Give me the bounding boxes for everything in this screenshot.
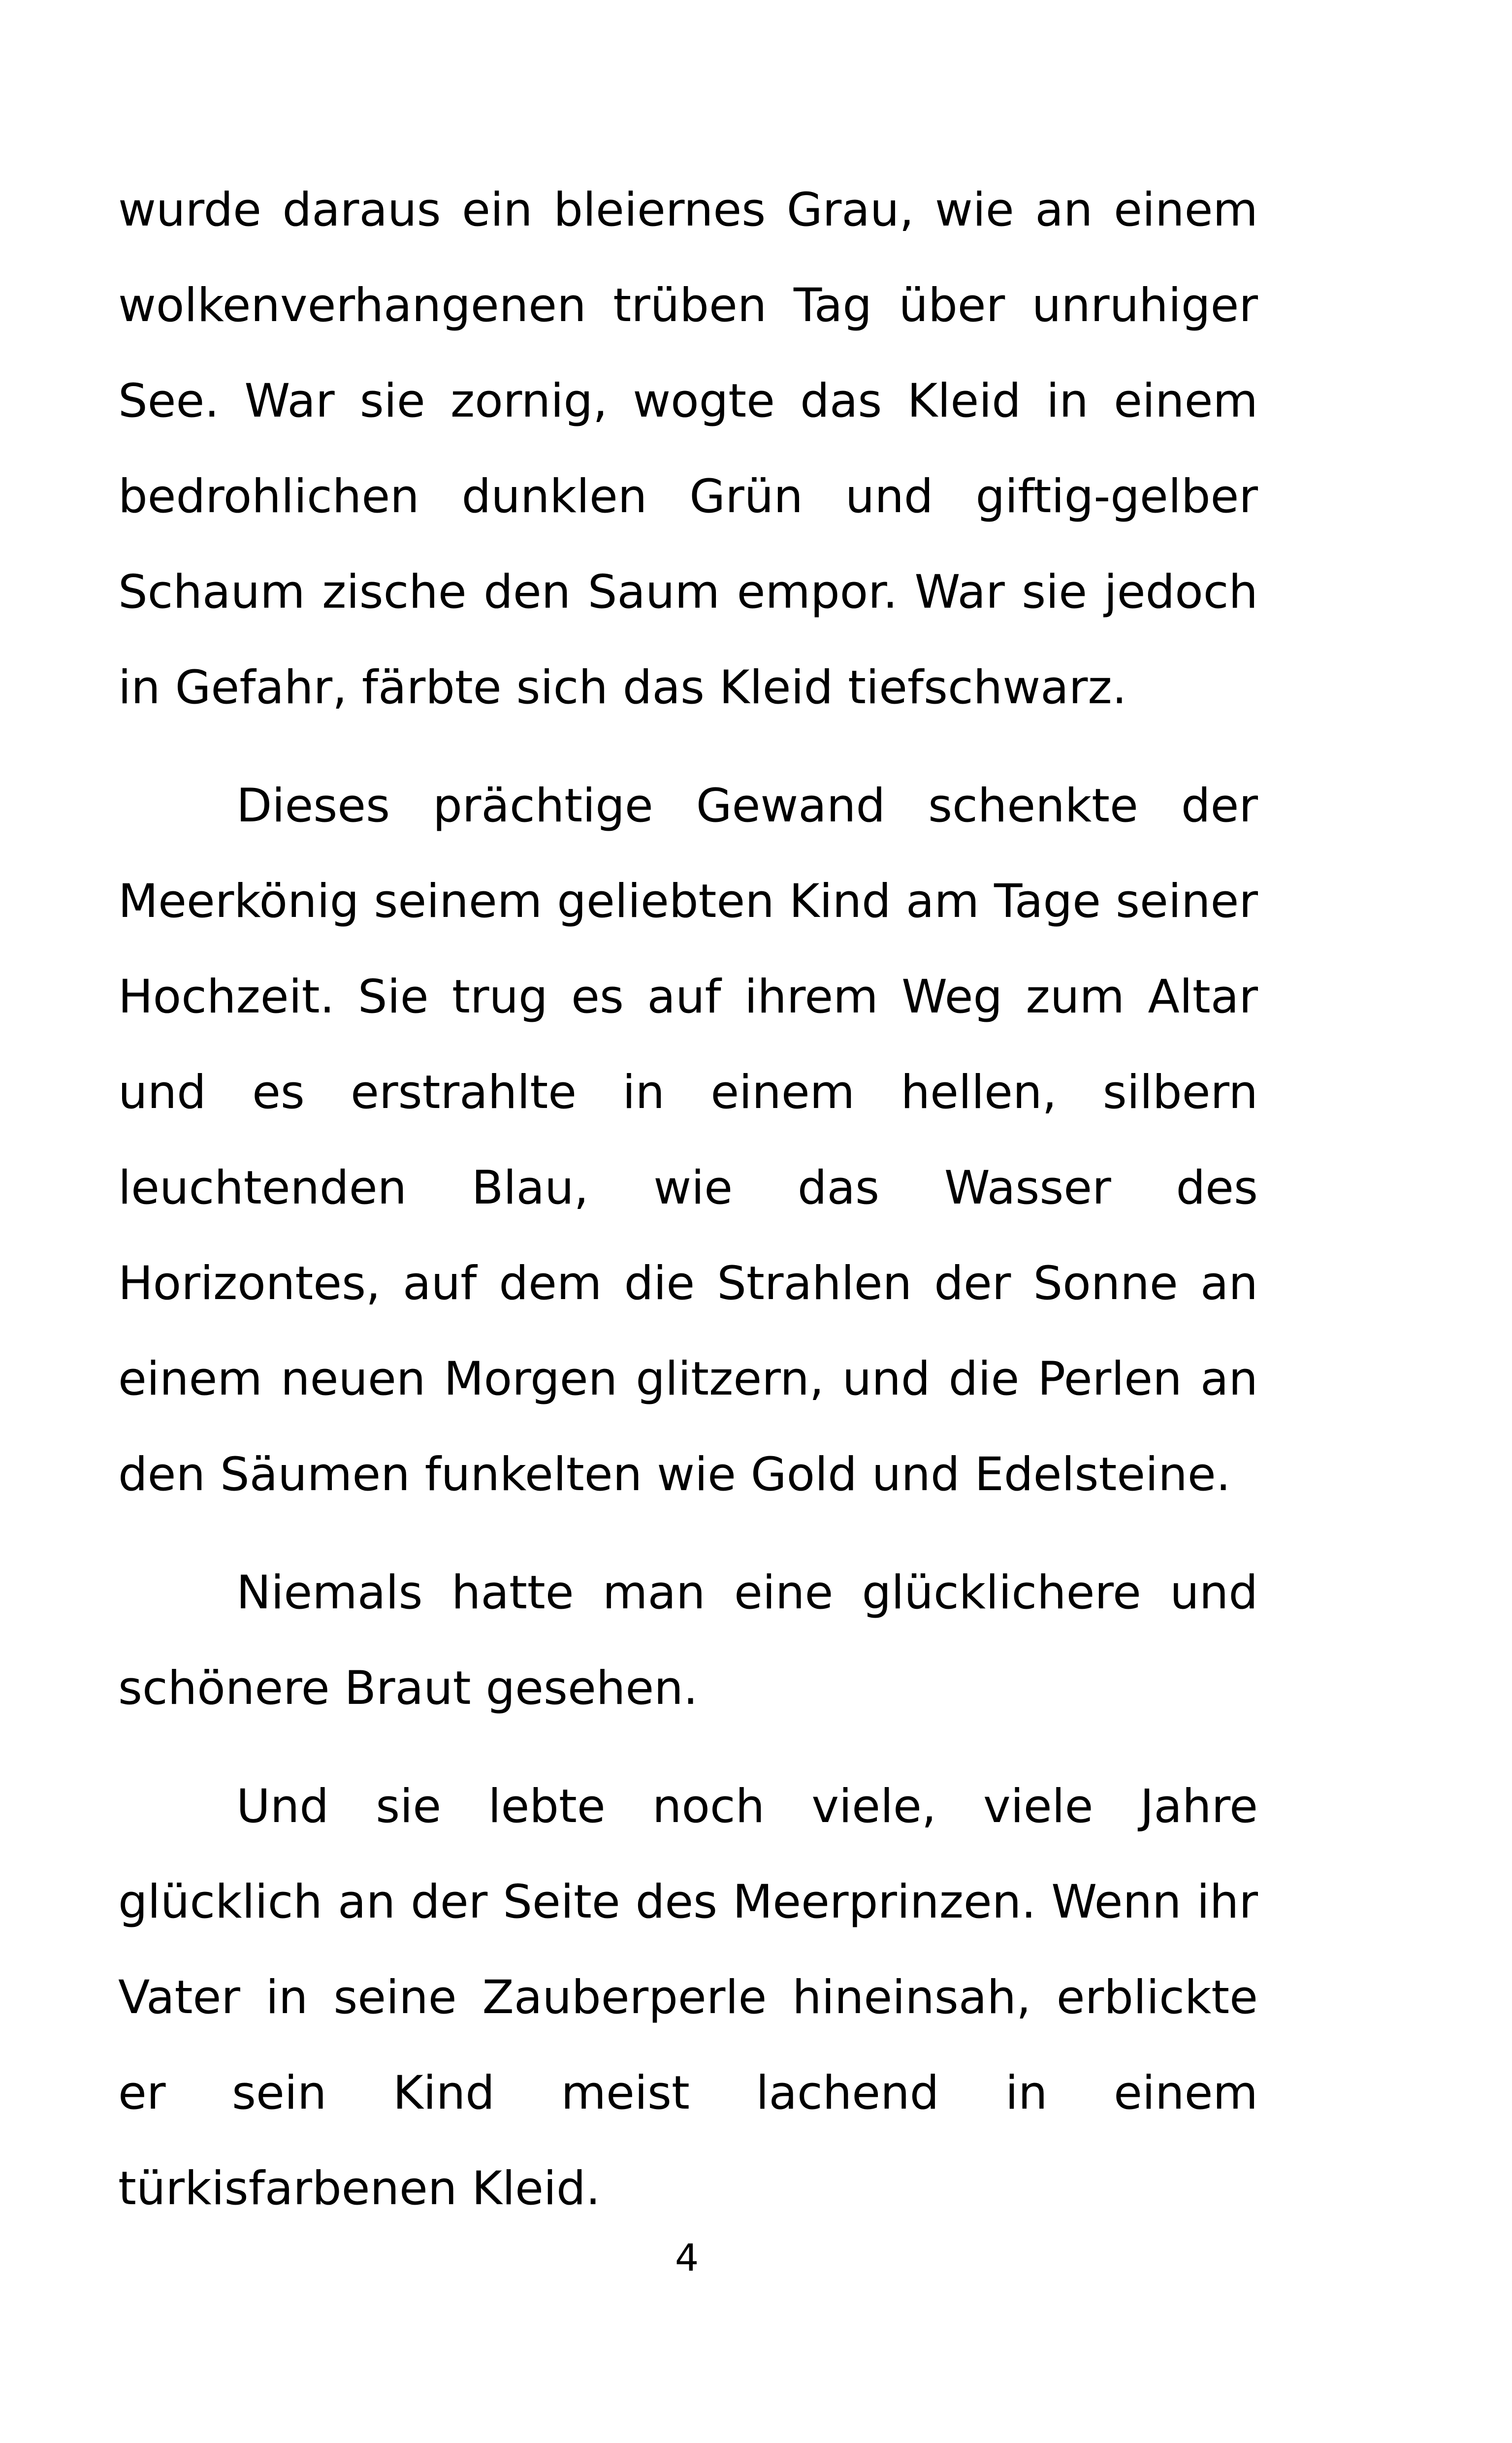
paragraph-continuation: wurde daraus ein bleiernes Grau, wie an einem wolkenverhangenen trüben Tag über unruhiger See. War sie zornig, wogte das Kleid in einem bedrohlichen dunklen Grün und giftig-gelber Schaum zische den Saum empor. War sie jedoch in Gefahr, färbte sich das Kleid tiefschwarz.	[118, 183, 1258, 715]
paragraph-bride: Niemals hatte man eine glücklichere und schönere Braut gesehen.	[118, 1566, 1258, 1715]
paragraph-gown-gift: Dieses prächtige Gewand schenkte der Meerkönig seinem geliebten Kind am Tage seiner Hochzeit. Sie trug es auf ihrem Weg zum Altar und es erstrahlte in einem hellen, silbern leuchtenden Blau, wie das Wasser des Horizontes, auf dem die Strahlen der Sonne an einem neuen Morgen glitzern, und die Perlen an den Säumen funkelten wie Gold und Edelsteine.	[118, 779, 1258, 1501]
page-number: 4	[675, 2236, 699, 2280]
paragraph-ending: Und sie lebte noch viele, viele Jahre glücklich an der Seite des Meerprinzen. Wenn ihr Vater in seine Zauberperle hineinsah, erblickte er sein Kind meist lachend in einem türkisfarbenen Kleid.	[118, 1780, 1258, 2215]
page-body	[118, 163, 1258, 2237]
